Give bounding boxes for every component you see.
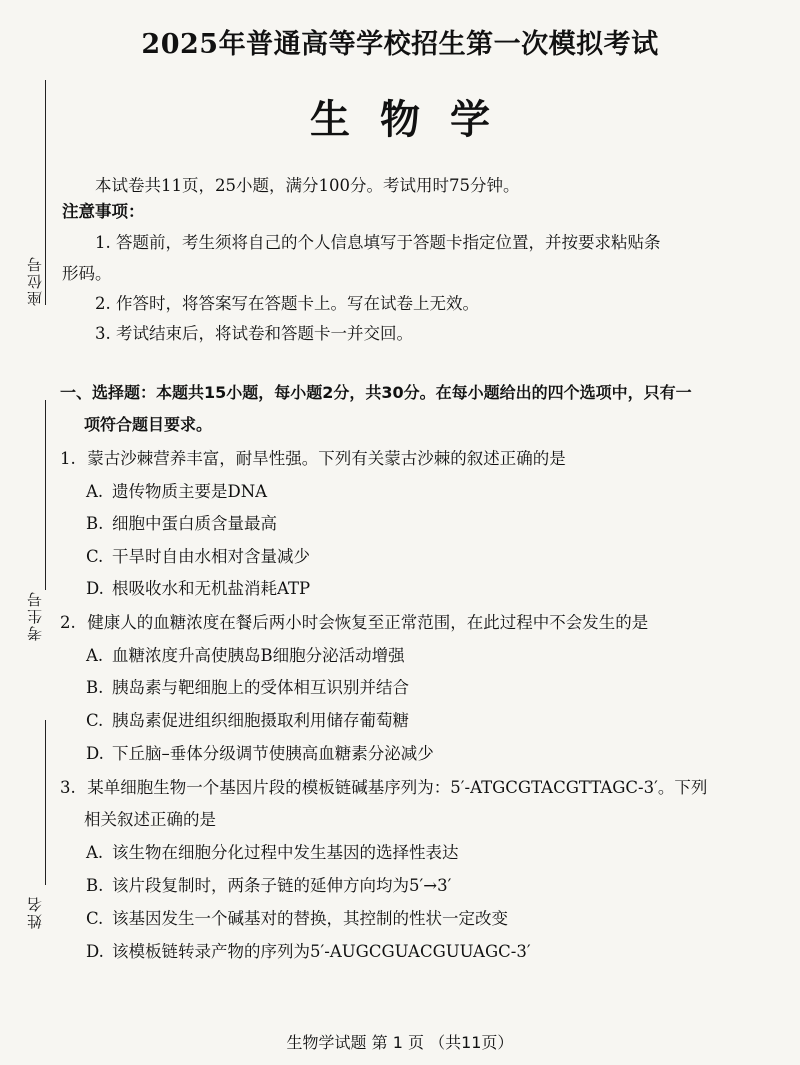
question-1-option-a: A. 遗传物质主要是DNA <box>86 482 268 501</box>
question-number: 1. <box>60 449 76 468</box>
question-3-stem <box>60 780 707 797</box>
exam-number-line <box>45 400 46 590</box>
question-number: 2. <box>60 613 76 632</box>
question-2-option-b: B. 胰岛素与靶细胞上的受体相互识别并结合 <box>86 678 409 697</box>
question-2-option-a: A. 血糖浓度升高使胰岛B细胞分泌活动增强 <box>86 646 405 665</box>
seat-number-label: 座位号 <box>26 255 44 306</box>
section-heading-cont: 项符合题目要求。 <box>84 415 213 434</box>
question-1-option-d: D. 根吸收水和无机盐消耗ATP <box>86 579 311 598</box>
exam-number-label: 考生号 <box>26 590 44 641</box>
name-line <box>45 720 46 885</box>
question-3-option-b: B. 该片段复制时，两条子链的延伸方向均为5′→3′ <box>86 876 452 895</box>
notice-title: 注意事项： <box>62 202 145 221</box>
notice-item-3: 3. 考试结束后，将试卷和答题卡一并交回。 <box>95 324 413 343</box>
question-3-option-c: C. 该基因发生一个碱基对的替换，其控制的性状一定改变 <box>86 909 508 928</box>
question-number: 3. <box>60 778 76 797</box>
question-3-option-a: A. 该生物在细胞分化过程中发生基因的选择性表达 <box>86 843 459 862</box>
subject-title: 生物学 <box>310 97 520 143</box>
notice-item-1-cont: 形码。 <box>62 264 112 283</box>
question-1-option-b: B. 细胞中蛋白质含量最高 <box>86 514 277 533</box>
notice-item-1: 1. 答题前，考生须将自己的个人信息填写于答题卡指定位置，并按要求粘贴条 <box>95 233 661 252</box>
question-2-stem <box>60 615 648 632</box>
page-footer: 生物学试题 第 1 页 （共11页） <box>286 1033 514 1052</box>
question-3-stem-cont: 相关叙述正确的是 <box>84 810 216 829</box>
question-3-option-d: D. 该模板链转录产物的序列为5′-AUGCGUACGUUAGC-3′ <box>86 942 531 961</box>
question-2-option-c: C. 胰岛素促进组织细胞摄取利用储存葡萄糖 <box>86 711 409 730</box>
exam-title: 2025年普通高等学校招生第一次模拟考试 <box>141 29 659 60</box>
question-text: 某单细胞生物一个基因片段的模板链碱基序列为：5′-ATGCGTACGTTAGC-3′。下列 <box>87 778 708 797</box>
notice-item-2: 2. 作答时，将答案写在答题卡上。写在试卷上无效。 <box>95 294 479 313</box>
question-text: 健康人的血糖浓度在餐后两小时会恢复至正常范围，在此过程中不会发生的是 <box>87 613 649 632</box>
exam-summary: 本试卷共11页，25小题，满分100分。考试用时75分钟。 <box>95 176 520 195</box>
question-1-option-c: C. 干旱时自由水相对含量减少 <box>86 547 310 566</box>
question-1-stem <box>60 451 566 468</box>
question-text: 蒙古沙棘营养丰富，耐旱性强。下列有关蒙古沙棘的叙述正确的是 <box>87 449 566 468</box>
section-heading: 一、选择题：本题共15小题，每小题2分，共30分。在每小题给出的四个选项中，只有一 <box>60 383 692 402</box>
name-label: 姓名 <box>26 895 44 929</box>
question-2-option-d: D. 下丘脑–垂体分级调节使胰高血糖素分泌减少 <box>86 744 434 763</box>
